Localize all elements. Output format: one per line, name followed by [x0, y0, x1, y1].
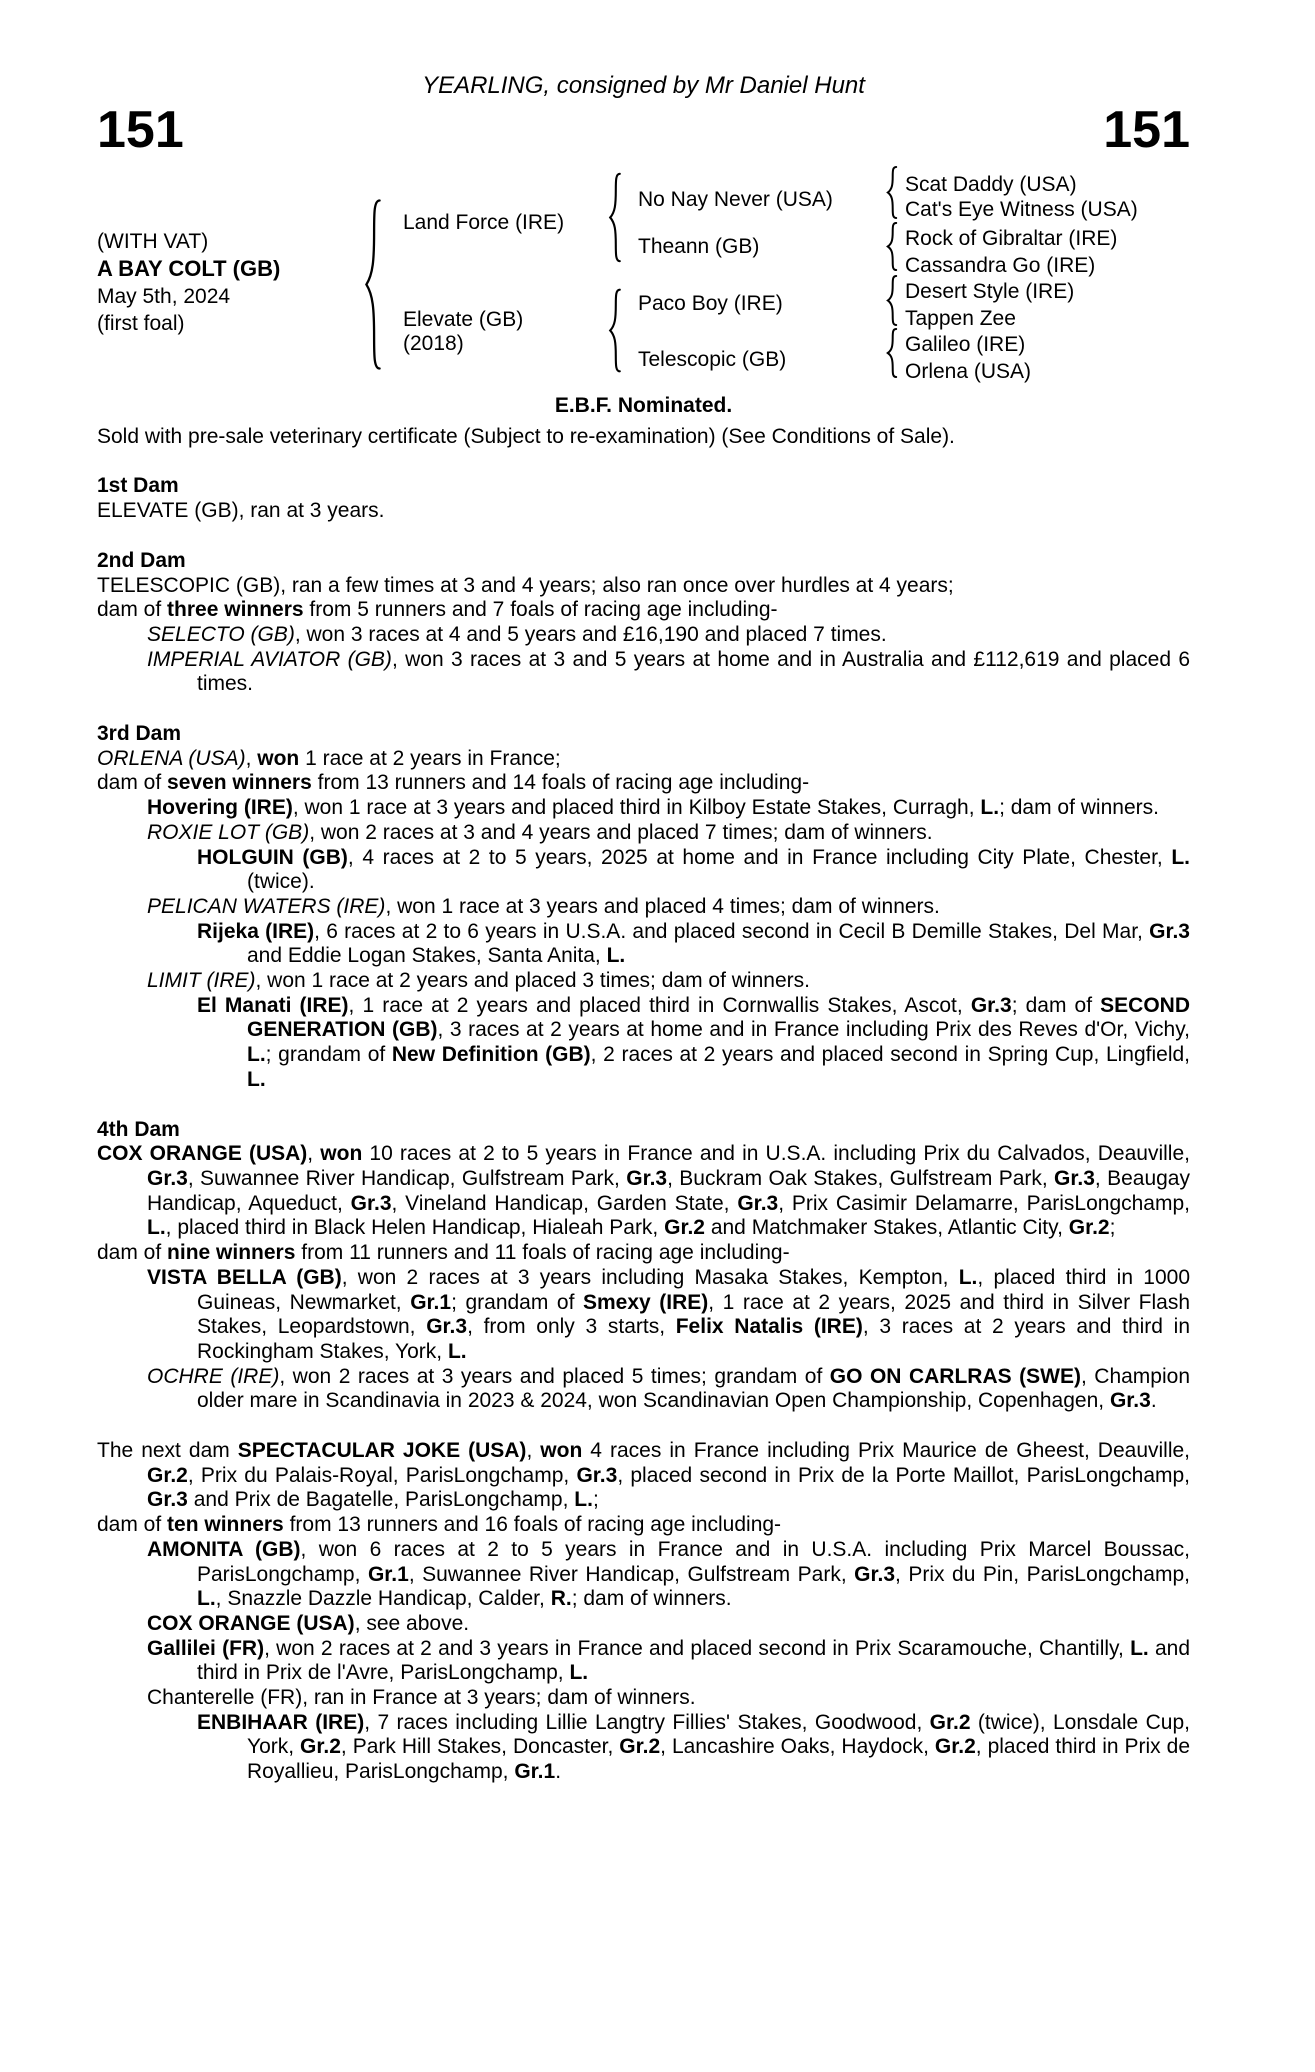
- text-run: L.: [1171, 845, 1190, 869]
- pedigree-brace-gen3: [885, 275, 899, 326]
- text-run: OCHRE (IRE): [147, 1364, 280, 1388]
- pedigree-brace-gen3: [885, 166, 899, 219]
- catalogue-paragraph: [97, 1142, 1190, 1241]
- text-run: from 13 runners and 16 foals of racing age including-: [283, 1513, 782, 1537]
- text-run: Gr.3: [737, 1191, 779, 1215]
- text-run: L.: [980, 796, 1000, 820]
- text-run: ,: [245, 746, 258, 770]
- text-run: L.: [147, 1216, 166, 1240]
- text-run: , won 2 races at 3 years including Masaka Stakes, Kempton,: [341, 1265, 959, 1289]
- text-run: Gr.2: [619, 1735, 661, 1759]
- text-run: L.: [247, 1067, 266, 1091]
- text-run: (twice), Lonsdale Cup, York,: [247, 1710, 1190, 1759]
- text-run: ;: [592, 1488, 599, 1512]
- catalogue-paragraph: [97, 969, 1190, 994]
- text-run: SELECTO (GB): [147, 622, 295, 646]
- text-run: , 6 races at 2 to 6 years in U.S.A. and placed second in Cecil B Demille Stakes, Del Mar,: [314, 919, 1150, 943]
- text-run: dam of: [97, 1513, 168, 1537]
- catalogue-page: [0, 72, 1315, 1785]
- text-run: Gr.3: [1054, 1166, 1095, 1190]
- text-run: Chanterelle (FR), ran in France at 3 years; dam of winners.: [147, 1686, 696, 1710]
- sire-name: Land Force (IRE): [403, 211, 565, 234]
- text-run: ; dam of winners.: [571, 1587, 732, 1611]
- text-run: dam of: [97, 1241, 168, 1265]
- text-run: , won 2 races at 2 and 3 years in France and placed second in Prix Scaramouche, Chantilly,: [264, 1636, 1131, 1660]
- text-run: and Matchmaker Stakes, Atlantic City,: [704, 1216, 1069, 1240]
- text-run: SECOND GENERATION (GB): [247, 993, 1191, 1042]
- text-run: ; dam of: [1011, 993, 1101, 1017]
- text-run: Gr.1: [367, 1562, 409, 1586]
- pedigree-table: [97, 166, 1190, 394]
- gen3-name: Cat's Eye Witness (USA): [905, 198, 1138, 221]
- dam-year: (2018): [403, 332, 464, 355]
- text-run: Gr.2: [664, 1216, 705, 1240]
- catalogue-paragraph: [97, 1637, 1190, 1686]
- text-run: Gr.2: [934, 1735, 976, 1759]
- sold-note: Sold with pre-sale veterinary certificate (Subject to re-examination) (See Conditions of Sale).: [97, 424, 955, 448]
- catalogue-paragraph: [97, 1538, 1190, 1612]
- text-run: 4th Dam: [97, 1117, 180, 1141]
- text-run: and Prix de Bagatelle, ParisLongchamp,: [187, 1488, 575, 1512]
- text-run: Gr.3: [854, 1562, 896, 1586]
- text-run: , won 3 races at 3 and 5 years at home and in Australia and £112,619 and placed 6 times.: [197, 647, 1191, 696]
- text-run: R.: [550, 1587, 572, 1611]
- catalogue-paragraph: [97, 846, 1190, 895]
- text-run: , 1 race at 2 years and placed third in Cornwallis Stakes, Ascot,: [348, 993, 971, 1017]
- text-run: , Vineland Handicap, Garden State,: [391, 1191, 738, 1215]
- text-run: Gr.2: [300, 1735, 341, 1759]
- catalogue-paragraph: [97, 648, 1190, 697]
- text-run: Gr.3: [426, 1315, 468, 1339]
- text-run: 4 races in France including Prix Maurice de Gheest, Deauville,: [582, 1439, 1191, 1463]
- catalogue-paragraph: [97, 920, 1190, 969]
- pedigree-brace-gen2-sire: [607, 172, 623, 263]
- pedigree-brace-gen2-dam: [607, 288, 623, 373]
- text-run: and Eddie Logan Stakes, Santa Anita,: [247, 944, 607, 968]
- text-run: , 4 races at 2 to 5 years, 2025 at home and in France including City Plate, Chester,: [347, 845, 1172, 869]
- text-run: nine winners: [167, 1241, 296, 1265]
- text-run: ELEVATE (GB), ran at 3 years.: [97, 499, 385, 523]
- pedigree-text-sections: [97, 474, 1190, 1784]
- catalogue-paragraph: [97, 1711, 1190, 1785]
- catalogue-paragraph: [97, 1266, 1190, 1365]
- catalogue-paragraph: [97, 499, 1190, 524]
- text-run: TELESCOPIC (GB), ran a few times at 3 and 4 years; also ran once over hurdles at 4 years;: [97, 573, 954, 597]
- gen3-name: Cassandra Go (IRE): [905, 254, 1096, 277]
- text-run: dam of: [97, 771, 168, 795]
- text-run: ORLENA (USA): [97, 746, 246, 770]
- text-run: from 5 runners and 7 foals of racing age including-: [303, 598, 778, 622]
- text-run: , placed second in Prix de la Porte Maillot, ParisLongchamp,: [617, 1463, 1191, 1487]
- text-run: , Park Hill Stakes, Doncaster,: [340, 1735, 620, 1759]
- catalogue-paragraph: [97, 796, 1190, 821]
- ebf-note: E.B.F. Nominated.: [554, 394, 733, 417]
- text-run: Gr.2: [1068, 1216, 1110, 1240]
- text-run: won: [257, 746, 300, 770]
- text-run: HOLGUIN (GB): [197, 845, 348, 869]
- text-run: and third in Prix de l'Avre, ParisLongchamp,: [197, 1636, 1191, 1685]
- text-run: El Manati (IRE): [197, 993, 349, 1017]
- section-heading: [97, 722, 1190, 747]
- text-run: Gr.3: [1149, 919, 1190, 943]
- catalogue-paragraph: [97, 623, 1190, 648]
- text-run: Gallilei (FR): [147, 1636, 265, 1660]
- lot-number-right: 151: [1103, 101, 1190, 159]
- text-run: New Definition (GB): [391, 1043, 591, 1067]
- text-run: COX ORANGE (USA): [147, 1611, 355, 1635]
- section-heading: [97, 474, 1190, 499]
- catalogue-paragraph: [97, 1365, 1190, 1414]
- text-run: ;: [1109, 1216, 1116, 1240]
- foal-note: (first foal): [97, 312, 185, 335]
- text-run: won: [540, 1439, 583, 1463]
- text-run: ; dam of winners.: [999, 796, 1159, 820]
- gen3-name: Galileo (IRE): [905, 333, 1026, 356]
- text-run: , won 3 races at 4 and 5 years and £16,190 and placed 7 times.: [294, 622, 887, 646]
- gen2-name: No Nay Never (USA): [638, 188, 833, 211]
- catalogue-paragraph: [97, 1439, 1190, 1513]
- text-run: won: [320, 1142, 363, 1166]
- text-run: , won 2 races at 3 years and placed 5 times; grandam of: [279, 1364, 830, 1388]
- text-run: , won 2 races at 3 and 4 years and placed 7 times; dam of winners.: [309, 820, 933, 844]
- text-run: Rijeka (IRE): [197, 919, 315, 943]
- text-run: seven winners: [167, 771, 312, 795]
- text-run: , Suwannee River Handicap, Gulfstream Park,: [408, 1562, 855, 1586]
- text-run: IMPERIAL AVIATOR (GB): [147, 647, 392, 671]
- text-run: L.: [197, 1587, 216, 1611]
- catalogue-paragraph: [97, 1686, 1190, 1711]
- text-run: 1 race at 2 years in France;: [299, 746, 561, 770]
- text-run: Gr.1: [514, 1760, 556, 1784]
- text-run: ,: [526, 1439, 541, 1463]
- text-run: , Snazzle Dazzle Handicap, Calder,: [215, 1587, 551, 1611]
- text-run: Gr.3: [626, 1166, 668, 1190]
- text-run: Hovering (IRE): [147, 796, 293, 820]
- text-run: from 11 runners and 11 foals of racing age including-: [295, 1241, 790, 1265]
- gen2-name: Telescopic (GB): [638, 348, 787, 371]
- text-run: ENBIHAAR (IRE): [197, 1710, 365, 1734]
- text-run: VISTA BELLA (GB): [147, 1265, 342, 1289]
- text-run: dam of: [97, 598, 168, 622]
- text-run: L.: [247, 1043, 266, 1067]
- text-run: , from only 3 starts,: [467, 1315, 676, 1339]
- text-run: 10 races at 2 to 5 years in France and in U.S.A. including Prix du Calvados, Deauville,: [362, 1142, 1190, 1166]
- text-run: , 3 races at 2 years and third in Rockingham Stakes, York,: [197, 1315, 1190, 1363]
- gen3-name: Tappen Zee: [905, 307, 1016, 330]
- vat-note: (WITH VAT): [97, 230, 209, 253]
- text-run: LIMIT (IRE): [147, 969, 256, 993]
- text-run: Gr.1: [410, 1290, 452, 1314]
- text-run: Felix Natalis (IRE): [675, 1315, 863, 1339]
- catalogue-paragraph: [97, 895, 1190, 920]
- text-run: Gr.2: [929, 1710, 971, 1734]
- pedigree-brace-gen3: [885, 328, 899, 378]
- text-run: , 1 race at 2 years, 2025 and third in Silver Flash Stakes, Leopardstown,: [197, 1290, 1191, 1339]
- text-run: GO ON CARLRAS (SWE): [829, 1364, 1081, 1388]
- text-run: , won 1 race at 2 years and placed 3 times; dam of winners.: [255, 969, 810, 993]
- text-run: 1st Dam: [97, 474, 179, 498]
- text-run: COX ORANGE (USA): [97, 1142, 308, 1166]
- text-run: L.: [447, 1339, 467, 1363]
- catalogue-paragraph: [97, 574, 1190, 599]
- pedigree-brace-gen3: [885, 222, 899, 271]
- catalogue-paragraph: [97, 747, 1190, 772]
- gen3-name: Rock of Gibraltar (IRE): [905, 227, 1118, 250]
- text-run: , 2 races at 2 years and placed second in Spring Cup, Lingfield,: [590, 1043, 1191, 1067]
- text-run: ten winners: [167, 1513, 284, 1537]
- text-run: Gr.3: [576, 1463, 618, 1487]
- gen3-name: Orlena (USA): [905, 360, 1032, 383]
- pedigree-brace-gen1: [362, 197, 384, 372]
- text-run: , won 6 races at 2 to 5 years in France and in U.S.A. including Prix Marcel Boussac, ParisLongchamp,: [197, 1537, 1190, 1586]
- text-run: ; grandam of: [451, 1290, 583, 1314]
- text-run: L.: [569, 1661, 589, 1685]
- text-run: , won 1 race at 3 years and placed 4 times; dam of winners.: [385, 894, 940, 918]
- horse-name: A BAY COLT (GB): [97, 256, 281, 281]
- text-run: Gr.3: [147, 1488, 188, 1512]
- catalogue-paragraph: [97, 771, 1190, 796]
- foal-date: May 5th, 2024: [97, 285, 231, 308]
- text-run: , 7 races including Lillie Langtry Fillies' Stakes, Goodwood,: [364, 1710, 930, 1734]
- text-run: , Champion older mare in Scandinavia in 2023 & 2024, won Scandinavian Open Championship, Copenhagen,: [197, 1364, 1191, 1413]
- text-run: , Prix Casimir Delamarre, ParisLongchamp,: [778, 1191, 1190, 1215]
- text-run: PELICAN WATERS (IRE): [147, 894, 386, 918]
- text-run: AMONITA (GB): [147, 1537, 301, 1561]
- text-run: .: [1150, 1389, 1157, 1413]
- page-title: YEARLING, consigned by Mr Daniel Hunt: [422, 72, 865, 99]
- catalogue-paragraph: [97, 994, 1190, 1093]
- text-run: .: [555, 1760, 562, 1784]
- text-run: Gr.3: [147, 1166, 188, 1190]
- text-run: , Prix du Palais-Royal, ParisLongchamp,: [187, 1463, 577, 1487]
- text-run: L.: [606, 944, 626, 968]
- text-run: L.: [574, 1488, 593, 1512]
- text-run: ROXIE LOT (GB): [147, 820, 310, 844]
- section-heading: [97, 1118, 1190, 1143]
- text-run: , Lancashire Oaks, Haydock,: [660, 1735, 935, 1759]
- text-run: 3rd Dam: [97, 722, 182, 746]
- text-run: , Suwannee River Handicap, Gulfstream Park,: [187, 1166, 627, 1190]
- text-run: The next dam: [97, 1439, 238, 1463]
- text-run: Gr.3: [350, 1191, 392, 1215]
- text-run: SPECTACULAR JOKE (USA): [237, 1439, 527, 1463]
- text-run: , won 1 race at 3 years and placed third in Kilboy Estate Stakes, Curragh,: [292, 796, 981, 820]
- text-run: , see above.: [354, 1611, 470, 1635]
- text-run: Gr.2: [147, 1463, 188, 1487]
- text-run: , Beaugay Handicap, Aqueduct,: [147, 1166, 1190, 1215]
- text-run: , Buckram Oak Stakes, Gulfstream Park,: [667, 1166, 1055, 1190]
- catalogue-paragraph: [97, 1241, 1190, 1266]
- text-run: , placed third in 1000 Guineas, Newmarket,: [197, 1265, 1190, 1314]
- catalogue-paragraph: [97, 821, 1190, 846]
- text-run: , placed third in Black Helen Handicap, Hialeah Park,: [165, 1216, 665, 1240]
- catalogue-paragraph: [97, 1513, 1190, 1538]
- gen2-name: Theann (GB): [638, 235, 760, 258]
- text-run: Gr.3: [970, 993, 1012, 1017]
- gen3-name: Scat Daddy (USA): [905, 173, 1077, 196]
- lot-number-left: 151: [97, 101, 184, 159]
- dam-name: Elevate (GB): [403, 308, 524, 331]
- text-run: , 3 races at 2 years at home and in France including Prix des Reves d'Or, Vichy,: [437, 1018, 1190, 1042]
- gen2-name: Paco Boy (IRE): [638, 292, 783, 315]
- text-run: L.: [1130, 1636, 1149, 1660]
- text-run: (twice).: [247, 870, 315, 894]
- catalogue-paragraph: [97, 1612, 1190, 1637]
- catalogue-paragraph: [97, 598, 1190, 623]
- text-run: Smexy (IRE): [583, 1290, 709, 1314]
- text-run: Gr.3: [1109, 1389, 1151, 1413]
- text-run: three winners: [167, 598, 304, 622]
- text-run: L.: [958, 1265, 978, 1289]
- text-run: , Prix du Pin, ParisLongchamp,: [895, 1562, 1190, 1586]
- lot-header: [97, 101, 1190, 159]
- text-run: , placed third in Prix de Royallieu, ParisLongchamp,: [247, 1735, 1190, 1784]
- catalogue-body: [97, 425, 1190, 1785]
- text-run: 2nd Dam: [97, 548, 186, 572]
- text-run: from 13 runners and 14 foals of racing age including-: [311, 771, 810, 795]
- section-heading: [97, 549, 1190, 574]
- gen3-name: Desert Style (IRE): [905, 280, 1075, 303]
- text-run: ,: [307, 1142, 321, 1166]
- text-run: ; grandam of: [265, 1043, 392, 1067]
